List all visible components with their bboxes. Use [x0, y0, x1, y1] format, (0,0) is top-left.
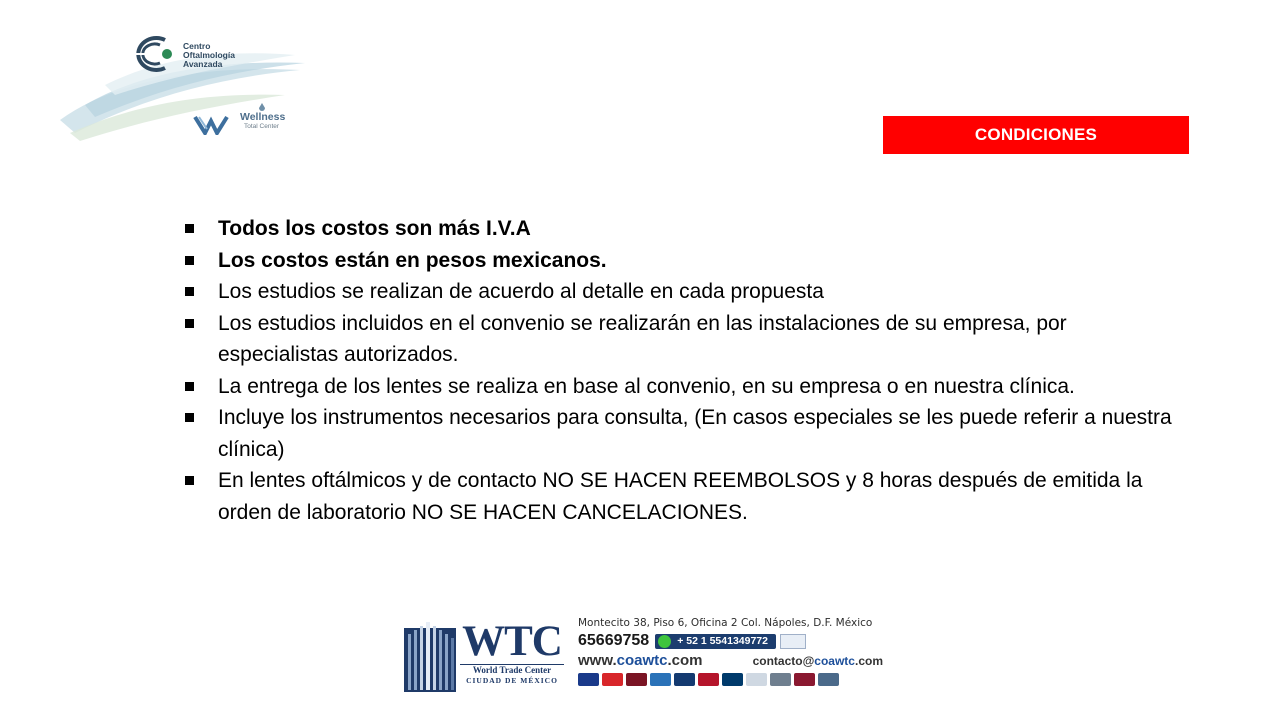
whatsapp-number: + 52 1 5541349772 — [677, 635, 768, 647]
drop-icon — [259, 103, 265, 111]
payment-card-logo — [674, 673, 695, 686]
payment-card-logo — [698, 673, 719, 686]
square-bullet-icon — [185, 319, 194, 328]
square-bullet-icon — [185, 256, 194, 265]
condition-item — [183, 402, 1173, 465]
condition-item — [183, 276, 1173, 308]
wellness-wordmark — [240, 111, 285, 131]
square-bullet-icon — [185, 224, 194, 233]
wellness-subtitle: Total Center — [244, 123, 280, 130]
payment-card-logo — [794, 673, 815, 686]
clinic-name-line1: Centro — [183, 41, 211, 51]
condition-text: Los estudios incluidos en el convenio se realizarán en las instalaciones de su empresa, por especialistas autorizados. — [218, 311, 1067, 366]
whatsapp-bar — [655, 634, 776, 649]
payment-card-logo — [770, 673, 791, 686]
clinic-name — [183, 42, 235, 69]
eye-logo-icon — [127, 34, 177, 74]
payment-card-logo — [746, 673, 767, 686]
website-prefix: www. — [578, 652, 617, 669]
website-suffix: .com — [667, 652, 703, 669]
condition-item — [183, 465, 1173, 528]
condition-text: Todos los costos son más I.V.A — [218, 217, 531, 240]
payment-card-logo — [722, 673, 743, 686]
condition-text: Incluye los instrumentos necesarios para consulta, (En casos especiales se les puede referir a nuestra clínica) — [218, 406, 1172, 461]
wtc-logo — [460, 618, 564, 690]
whatsapp-icon — [658, 635, 671, 648]
phone-row — [578, 631, 806, 651]
square-bullet-icon — [185, 476, 194, 485]
clinic-name-line2: Oftalmología — [183, 50, 235, 60]
condition-text: Los estudios se realizan de acuerdo al detalle en cada propuesta — [218, 280, 824, 303]
payment-card-logo — [578, 673, 599, 686]
building-icon — [404, 620, 456, 692]
payment-card-logo — [602, 673, 623, 686]
address: Montecito 38, Piso 6, Oficina 2 Col. Nápoles, D.F. México — [578, 617, 873, 629]
square-bullet-icon — [185, 287, 194, 296]
phone-number: 65669758 — [578, 632, 650, 649]
wtc-name: World Trade Center — [460, 664, 564, 676]
payment-cards — [578, 673, 839, 686]
condition-text: La entrega de los lentes se realiza en base al convenio, en su empresa o en nuestra clínica. — [218, 374, 1075, 398]
email-link[interactable] — [753, 654, 883, 668]
wellness-logo-icon — [193, 113, 233, 135]
condition-item — [183, 213, 1173, 245]
payment-card-logo — [626, 673, 647, 686]
condition-item — [183, 245, 1173, 277]
wtc-wordmark: WTC — [462, 618, 562, 665]
conditions-badge: CONDICIONES — [883, 116, 1189, 154]
square-bullet-icon — [185, 382, 194, 391]
phone-end-graphic — [780, 634, 806, 649]
conditions-list — [183, 213, 1173, 528]
website-link[interactable] — [578, 652, 703, 669]
payment-card-logo — [650, 673, 671, 686]
clinic-logo — [55, 25, 315, 145]
wellness-title: Wellness — [240, 111, 286, 123]
web-row — [578, 652, 883, 669]
website-domain: coawtc — [616, 652, 668, 669]
square-bullet-icon — [185, 413, 194, 422]
condition-text: Los costos están en pesos mexicanos. — [218, 248, 607, 272]
condition-item — [183, 308, 1173, 371]
condition-text: En lentes oftálmicos y de contacto NO SE HACEN REEMBOLSOS y 8 horas después de emitida la orden de laboratorio NO SE HACEN CANCELACIONES. — [218, 469, 1143, 524]
clinic-name-line3: Avanzada — [183, 59, 223, 69]
condition-item — [183, 371, 1173, 403]
email-prefix: contacto@ — [752, 654, 815, 668]
contact-info — [578, 617, 888, 692]
email-domain: coawtc — [814, 654, 855, 668]
email-suffix: .com — [854, 654, 883, 668]
wtc-city: CIUDAD DE MÉXICO — [466, 676, 558, 685]
payment-card-logo — [818, 673, 839, 686]
wtc-footer — [404, 617, 884, 692]
